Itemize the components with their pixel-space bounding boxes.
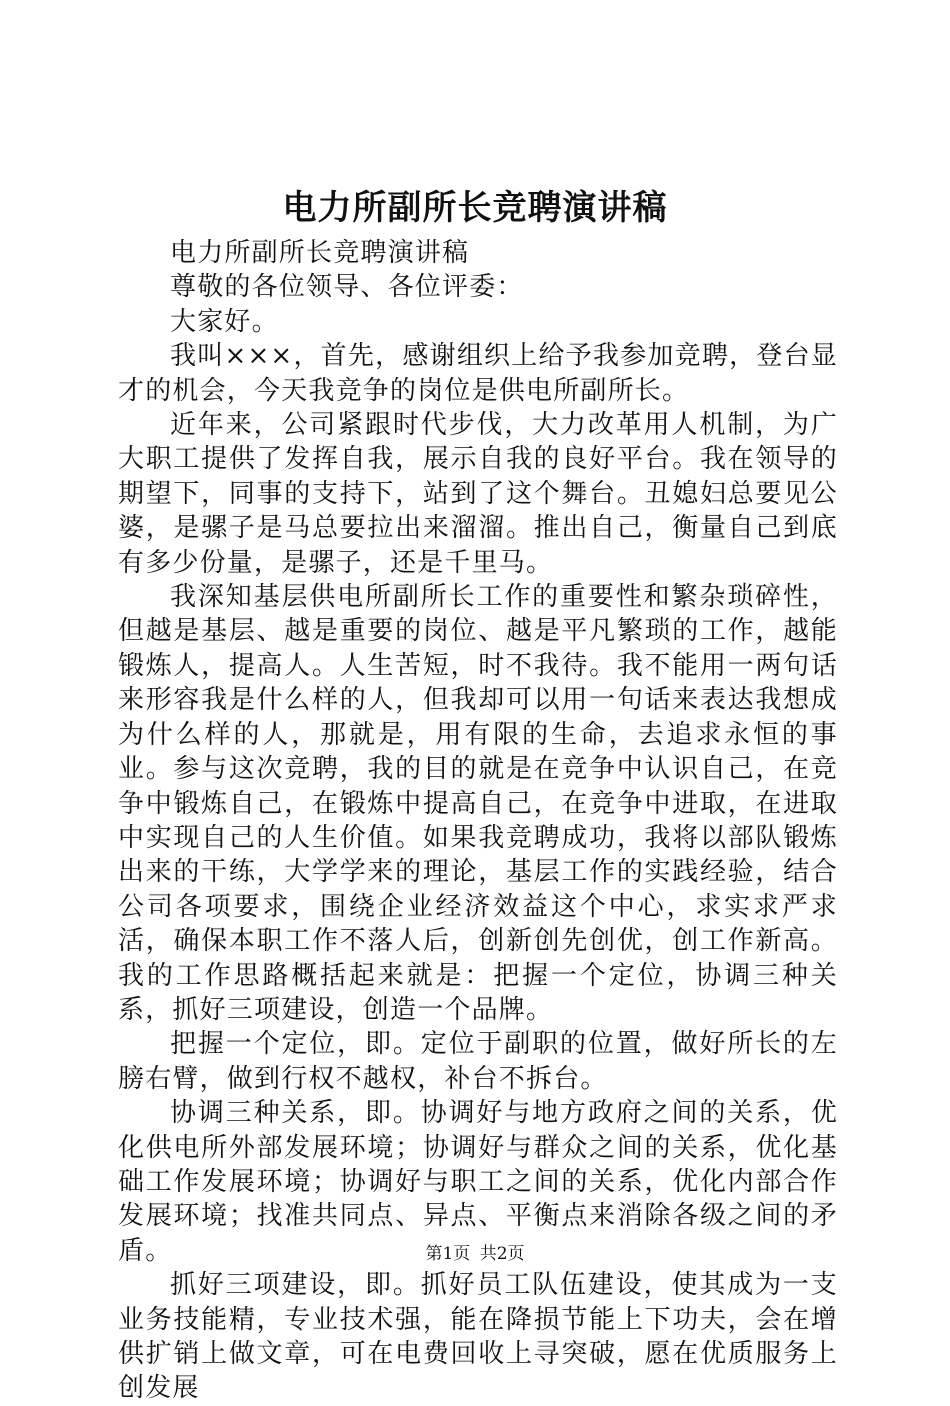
document-title: 电力所副所长竞聘演讲稿 bbox=[282, 188, 668, 228]
paragraph-introduction: 我叫×××，首先，感谢组织上给予我参加竞聘，登台显才的机会，今天我竞争的岗位是供电所副所长。 bbox=[118, 341, 838, 406]
page-total: 共2页 bbox=[479, 1244, 525, 1264]
paragraph-motivation: 我深知基层供电所副所长工作的重要性和繁杂琐碎性，但越是基层、越是重要的岗位、越是平凡繁琐的工作，越能锻炼人，提高人。人生苦短，时不我待。我不能用一两句话来形容我是什么样的人，但我却可以用一句话来表达我想成为什么样的人，那就是，用有限的生命，去追求永恒的事业。参与这次竞聘，我的目的就是在竞争中认识自己，在竞争中锻炼自己，在锻炼中提高自己，在竞争中进取，在进取中实现自己的人生价值。如果我竞聘成功，我将以部队锻炼出来的干练，大学学来的理论，基层工作的实践经验，结合公司各项要求，围绕企业经济效益这个中心，求实求严求活，确保本职工作不落人后，创新创先创优，创工作新高。我的工作思路概括起来就是：把握一个定位，协调三种关系，抓好三项建设，创造一个品牌。 bbox=[118, 582, 838, 1025]
page-number: 第1页 bbox=[425, 1244, 471, 1264]
paragraph-salutation: 尊敬的各位领导、各位评委： bbox=[170, 272, 524, 303]
paragraph-subtitle: 电力所副所长竞聘演讲稿 bbox=[170, 238, 470, 268]
paragraph-construction: 抓好三项建设，即。抓好员工队伍建设，使其成为一支业务技能精，专业技术强，能在降损节能上下功夫，会在增供扩销上做文章，可在电费回收上寻突破，愿在优质服务上创发展 bbox=[118, 1270, 838, 1404]
paragraph-background: 近年来，公司紧跟时代步伐，大力改革用人机制，为广大职工提供了发挥自我，展示自我的良好平台。我在领导的期望下，同事的支持下，站到了这个舞台。丑媳妇总要见公婆，是骡子是马总要拉出来溜溜。推出自己，衡量自己到底有多少份量，是骡子，还是千里马。 bbox=[118, 410, 838, 578]
page-footer bbox=[0, 1242, 950, 1266]
paragraph-relationships: 协调三种关系，即。协调好与地方政府之间的关系，优化供电所外部发展环境；协调好与群众之间的关系，优化基础工作发展环境；协调好与职工之间的关系，优化内部合作发展环境；找准共同点、异点、平衡点来消除各级之间的矛盾。 bbox=[118, 1098, 838, 1266]
document-body bbox=[118, 236, 838, 1406]
paragraph-greeting: 大家好。 bbox=[170, 306, 279, 337]
paragraph-positioning: 把握一个定位，即。定位于副职的位置，做好所长的左膀右臂，做到行权不越权，补台不拆台。 bbox=[118, 1029, 838, 1094]
